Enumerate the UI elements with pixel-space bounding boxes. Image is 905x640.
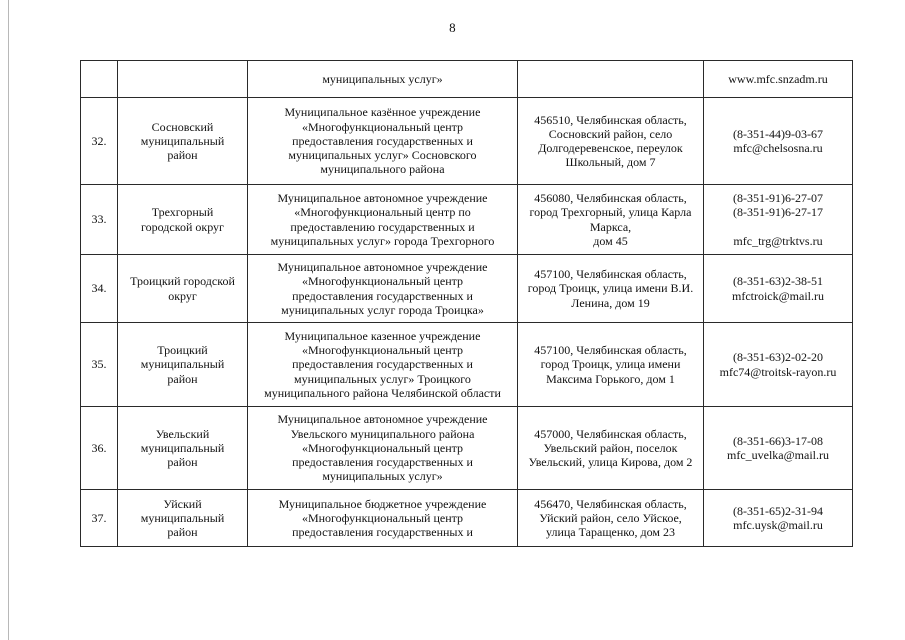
address-line: Школьный, дом 7 bbox=[565, 155, 656, 170]
address-line: 457000, Челябинская область, bbox=[534, 426, 687, 441]
address-line: дом 45 bbox=[593, 233, 628, 248]
cell-municipality bbox=[118, 185, 248, 255]
org-line: Увельского муниципального района bbox=[290, 426, 475, 441]
cell-number: 34. bbox=[81, 255, 118, 323]
municipality-line: район bbox=[167, 148, 198, 163]
phone-number: (8-351-66)3-17-08 bbox=[733, 433, 823, 448]
cell-municipality bbox=[118, 98, 248, 185]
org-line: муниципальных услуг» города Трехгорного bbox=[270, 233, 495, 248]
address-line: Уйский район, село Уйское, bbox=[539, 510, 682, 525]
email-link[interactable]: mfc.uysk@mail.ru bbox=[733, 518, 823, 532]
org-line: Муниципальное казённое учреждение bbox=[284, 105, 481, 120]
address-line: 457100, Челябинская область, bbox=[534, 267, 687, 282]
table-row bbox=[81, 98, 853, 185]
org-line: муниципальных услуг» bbox=[322, 469, 443, 484]
page-number: 8 bbox=[449, 20, 456, 35]
org-line: «Многофункциональный центр bbox=[301, 510, 464, 525]
address-line: 456080, Челябинская область, bbox=[534, 191, 687, 206]
org-line: «Многофункциональный центр bbox=[301, 119, 464, 134]
cell-organization bbox=[248, 490, 518, 547]
table-row-continuation bbox=[81, 61, 853, 98]
org-line: Муниципальное автономное учреждение bbox=[277, 412, 488, 427]
cell-contacts bbox=[704, 255, 853, 323]
cell-organization bbox=[248, 255, 518, 323]
org-line: муниципального района bbox=[320, 162, 445, 177]
mfc-registry-table bbox=[80, 60, 853, 547]
org-line: «Многофункциональный центр bbox=[301, 440, 464, 455]
phone-number: (8-351-63)2-38-51 bbox=[733, 274, 823, 289]
municipality-line: Уйский bbox=[163, 496, 202, 511]
address-line: Ленина, дом 19 bbox=[571, 295, 650, 310]
municipality-line: район bbox=[167, 371, 198, 386]
email-link[interactable]: mfc_trg@trktvs.ru bbox=[733, 233, 823, 248]
org-line: «Многофункциональный центр по bbox=[294, 205, 471, 220]
address-line: Маркса, bbox=[589, 219, 632, 234]
address-line: 457100, Челябинская область, bbox=[534, 343, 687, 358]
cell-contacts bbox=[704, 98, 853, 185]
cell-address bbox=[518, 407, 704, 490]
table-row bbox=[81, 490, 853, 547]
cell-address bbox=[518, 323, 704, 407]
org-line: Муниципальное бюджетное учреждение bbox=[278, 496, 487, 511]
phone-number: (8-351-91)6-27-07 bbox=[733, 191, 823, 206]
phone-number: (8-351-65)2-31-94 bbox=[733, 503, 823, 518]
cell-contacts bbox=[704, 185, 853, 255]
cell-number: 36. bbox=[81, 407, 118, 490]
email-link[interactable]: mfc@chelsosna.ru bbox=[733, 141, 823, 155]
cell-address bbox=[518, 255, 704, 323]
org-line: «Многофункциональный центр bbox=[301, 274, 464, 289]
cell-municipality bbox=[118, 323, 248, 407]
municipality-line: Троицкий городской bbox=[130, 274, 235, 289]
table-row bbox=[81, 323, 853, 407]
cell-municipality bbox=[118, 255, 248, 323]
cell-organization bbox=[248, 98, 518, 185]
org-line: Муниципальное автономное учреждение bbox=[277, 191, 488, 206]
org-line: предоставления государственных и bbox=[292, 288, 473, 303]
cell-contacts bbox=[704, 407, 853, 490]
cell-organization bbox=[248, 407, 518, 490]
email-link[interactable]: mfc_uvelka@mail.ru bbox=[726, 448, 830, 462]
cell-organization bbox=[248, 61, 518, 98]
municipality-line: муниципальный bbox=[140, 357, 225, 372]
cell-municipality bbox=[118, 61, 248, 98]
cell-contacts bbox=[704, 61, 853, 98]
address-line: Сосновский район, село bbox=[548, 126, 673, 141]
cell-organization bbox=[248, 185, 518, 255]
email-link[interactable]: mfc74@troitsk-rayon.ru bbox=[719, 364, 837, 379]
address-line: улица Таращенко, дом 23 bbox=[546, 525, 675, 540]
municipality-line: Сосновский bbox=[151, 119, 214, 134]
cell-municipality bbox=[118, 407, 248, 490]
cell-address bbox=[518, 185, 704, 255]
left-margin-line bbox=[8, 0, 9, 640]
cell-municipality bbox=[118, 490, 248, 547]
address-line: 456470, Челябинская область, bbox=[534, 496, 687, 511]
municipality-line: район bbox=[167, 525, 198, 540]
org-line: муниципального района Челябинской области bbox=[264, 385, 501, 400]
cell-address bbox=[518, 490, 704, 547]
cell-number: 33. bbox=[81, 185, 118, 255]
cell-number bbox=[81, 61, 118, 98]
municipality-line: муниципальный bbox=[140, 133, 225, 148]
cell-number: 32. bbox=[81, 98, 118, 185]
address-line: Увельский район, поселок bbox=[543, 440, 678, 455]
org-line: предоставления государственных и bbox=[292, 357, 473, 372]
municipality-line: муниципальный bbox=[140, 440, 225, 455]
org-line: предоставления государственных и bbox=[292, 525, 473, 540]
table-row bbox=[81, 185, 853, 255]
phone-number: (8-351-44)9-03-67 bbox=[733, 126, 823, 141]
org-line: муниципальных услуг» Сосновского bbox=[288, 148, 477, 163]
cell-address bbox=[518, 61, 704, 98]
cell-organization bbox=[248, 323, 518, 407]
phone-number: (8-351-91)6-27-17 bbox=[733, 205, 823, 220]
address-line: город Троицк, улица имени bbox=[540, 357, 681, 372]
municipality-line: городской округ bbox=[141, 219, 224, 234]
address-line: город Троицк, улица имени В.И. bbox=[527, 281, 694, 296]
website-link[interactable]: www.mfc.snzadm.ru bbox=[728, 71, 828, 86]
org-line: муниципальных услуг» bbox=[322, 71, 443, 86]
cell-contacts bbox=[704, 490, 853, 547]
org-line: Муниципальное казенное учреждение bbox=[284, 328, 481, 343]
cell-contacts bbox=[704, 323, 853, 407]
address-line: Максима Горького, дом 1 bbox=[546, 371, 675, 386]
cell-address bbox=[518, 98, 704, 185]
municipality-line: Троицкий bbox=[157, 343, 208, 358]
org-line: предоставления государственных и bbox=[292, 133, 473, 148]
org-line: муниципальных услуг» Троицкого bbox=[294, 371, 471, 386]
org-line: муниципальных услуг города Троицка» bbox=[281, 302, 484, 317]
phone-number: (8-351-63)2-02-20 bbox=[733, 350, 823, 365]
municipality-line: округ bbox=[168, 288, 197, 303]
municipality-line: Трехгорный bbox=[151, 205, 214, 220]
org-line: предоставления государственных и bbox=[292, 455, 473, 470]
cell-number: 35. bbox=[81, 323, 118, 407]
table-row bbox=[81, 407, 853, 490]
email-link[interactable]: mfctroick@mail.ru bbox=[731, 288, 825, 303]
org-line: Муниципальное автономное учреждение bbox=[277, 260, 488, 275]
table-row bbox=[81, 255, 853, 323]
cell-number: 37. bbox=[81, 490, 118, 547]
municipality-line: Увельский bbox=[155, 426, 210, 441]
address-line: 456510, Челябинская область, bbox=[534, 112, 687, 127]
municipality-line: муниципальный bbox=[140, 510, 225, 525]
address-line: Долгодеревенское, переулок bbox=[538, 141, 683, 155]
org-line: «Многофункциональный центр bbox=[301, 343, 464, 358]
municipality-line: район bbox=[167, 455, 198, 470]
org-line: предоставлению государственных и bbox=[290, 219, 475, 234]
address-line: Увельский, улица Кирова, дом 2 bbox=[528, 455, 693, 470]
contact-gap bbox=[707, 220, 849, 234]
address-line: город Трехгорный, улица Карла bbox=[529, 205, 692, 220]
